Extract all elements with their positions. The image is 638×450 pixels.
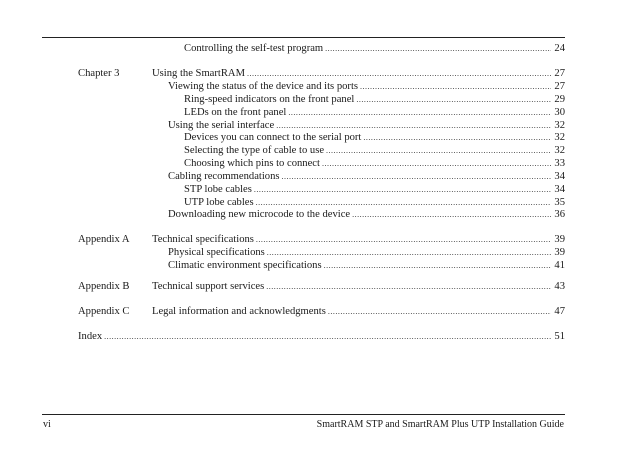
- dot-leader: [324, 260, 551, 272]
- appendix-c-label: Appendix C: [78, 306, 130, 317]
- toc-entry: [184, 184, 565, 196]
- footer-page-number: vi: [43, 419, 51, 430]
- dot-leader: [256, 234, 551, 246]
- toc-entry: [168, 260, 565, 272]
- dot-leader: [276, 120, 551, 132]
- toc-entry-label: Climatic environment specifications: [168, 260, 322, 271]
- footer-rule: [42, 414, 565, 415]
- toc-entry: [168, 247, 565, 259]
- toc-entry: [168, 209, 565, 221]
- toc-entry-label: Viewing the status of the device and its ports: [168, 81, 359, 92]
- dot-leader: [267, 247, 551, 259]
- toc-entry-page: 30: [554, 107, 565, 118]
- toc-entry-label: Physical specifications: [168, 247, 265, 258]
- toc-entry-label: Technical specifications: [152, 234, 254, 245]
- dot-leader: [328, 306, 551, 318]
- toc-entry-page: 27: [554, 68, 565, 79]
- toc-entry: [152, 234, 565, 246]
- dot-leader: [288, 107, 551, 119]
- toc-entry-page: 39: [554, 247, 565, 258]
- top-rule: [42, 37, 565, 38]
- toc-entry: [152, 281, 565, 293]
- toc-entry-page: 47: [554, 306, 565, 317]
- dot-leader: [363, 132, 551, 144]
- toc-entry-page: 34: [554, 171, 565, 182]
- toc-entry-page: 41: [554, 260, 565, 271]
- footer-title: SmartRAM STP and SmartRAM Plus UTP Installation Guide: [316, 419, 564, 430]
- dot-leader: [352, 209, 551, 221]
- dot-leader: [254, 184, 551, 196]
- toc-entry-label: UTP lobe cables: [184, 197, 254, 208]
- dot-leader: [325, 43, 551, 55]
- toc-entry-label: STP lobe cables: [184, 184, 252, 195]
- toc-entry-label: Devices you can connect to the serial port: [184, 132, 362, 143]
- toc-entry: [168, 81, 565, 93]
- dot-leader: [104, 331, 551, 343]
- dot-leader: [247, 68, 551, 80]
- toc-entry: [184, 145, 565, 157]
- toc-entry: [168, 120, 565, 132]
- toc-entry-label: Using the SmartRAM: [152, 68, 245, 79]
- toc-entry-label: Downloading new microcode to the device: [168, 209, 351, 220]
- toc-entry-label: Using the serial interface: [168, 120, 275, 131]
- toc-entry: [184, 132, 565, 144]
- toc-entry-label: Ring-speed indicators on the front panel: [184, 94, 355, 105]
- toc-entry-page: 32: [554, 145, 565, 156]
- appendix-a-label: Appendix A: [78, 234, 130, 245]
- toc-entry-label: Choosing which pins to connect: [184, 158, 320, 169]
- toc-entry-label: Legal information and acknowledgments: [152, 306, 326, 317]
- toc-entry: [184, 197, 565, 209]
- toc-entry-label: Cabling recommendations: [168, 171, 280, 182]
- toc-entry: [168, 171, 565, 183]
- toc-entry-page: 39: [554, 234, 565, 245]
- toc-entry-page: 51: [554, 331, 565, 342]
- toc-entry-page: 36: [554, 209, 565, 220]
- chapter-label: Chapter 3: [78, 68, 120, 79]
- toc-entry-page: 33: [554, 158, 565, 169]
- dot-leader: [256, 197, 551, 209]
- toc-entry-page: 27: [554, 81, 565, 92]
- appendix-b-label: Appendix B: [78, 281, 130, 292]
- toc-entry-label: LEDs on the front panel: [184, 107, 287, 118]
- toc-entry-page: 34: [554, 184, 565, 195]
- toc-entry-label: Index: [78, 331, 103, 342]
- toc-entry-page: 32: [554, 132, 565, 143]
- dot-leader: [322, 158, 551, 170]
- dot-leader: [266, 281, 551, 293]
- toc-entry-page: 32: [554, 120, 565, 131]
- toc-entry-index: [78, 331, 565, 343]
- toc-entry: [152, 68, 565, 80]
- dot-leader: [356, 94, 551, 106]
- toc-entry-label: Technical support services: [152, 281, 265, 292]
- toc-entry-label: Controlling the self-test program: [184, 43, 324, 54]
- toc-entry: [152, 306, 565, 318]
- dot-leader: [282, 171, 551, 183]
- dot-leader: [360, 81, 551, 93]
- toc-entry: [184, 107, 565, 119]
- toc-entry: [184, 94, 565, 106]
- toc-entry-page: 29: [554, 94, 565, 105]
- toc-entry: [184, 43, 565, 55]
- toc-entry: [184, 158, 565, 170]
- toc-entry-page: 24: [554, 43, 565, 54]
- dot-leader: [326, 145, 551, 157]
- toc-entry-label: Selecting the type of cable to use: [184, 145, 325, 156]
- toc-entry-page: 35: [554, 197, 565, 208]
- toc-entry-page: 43: [554, 281, 565, 292]
